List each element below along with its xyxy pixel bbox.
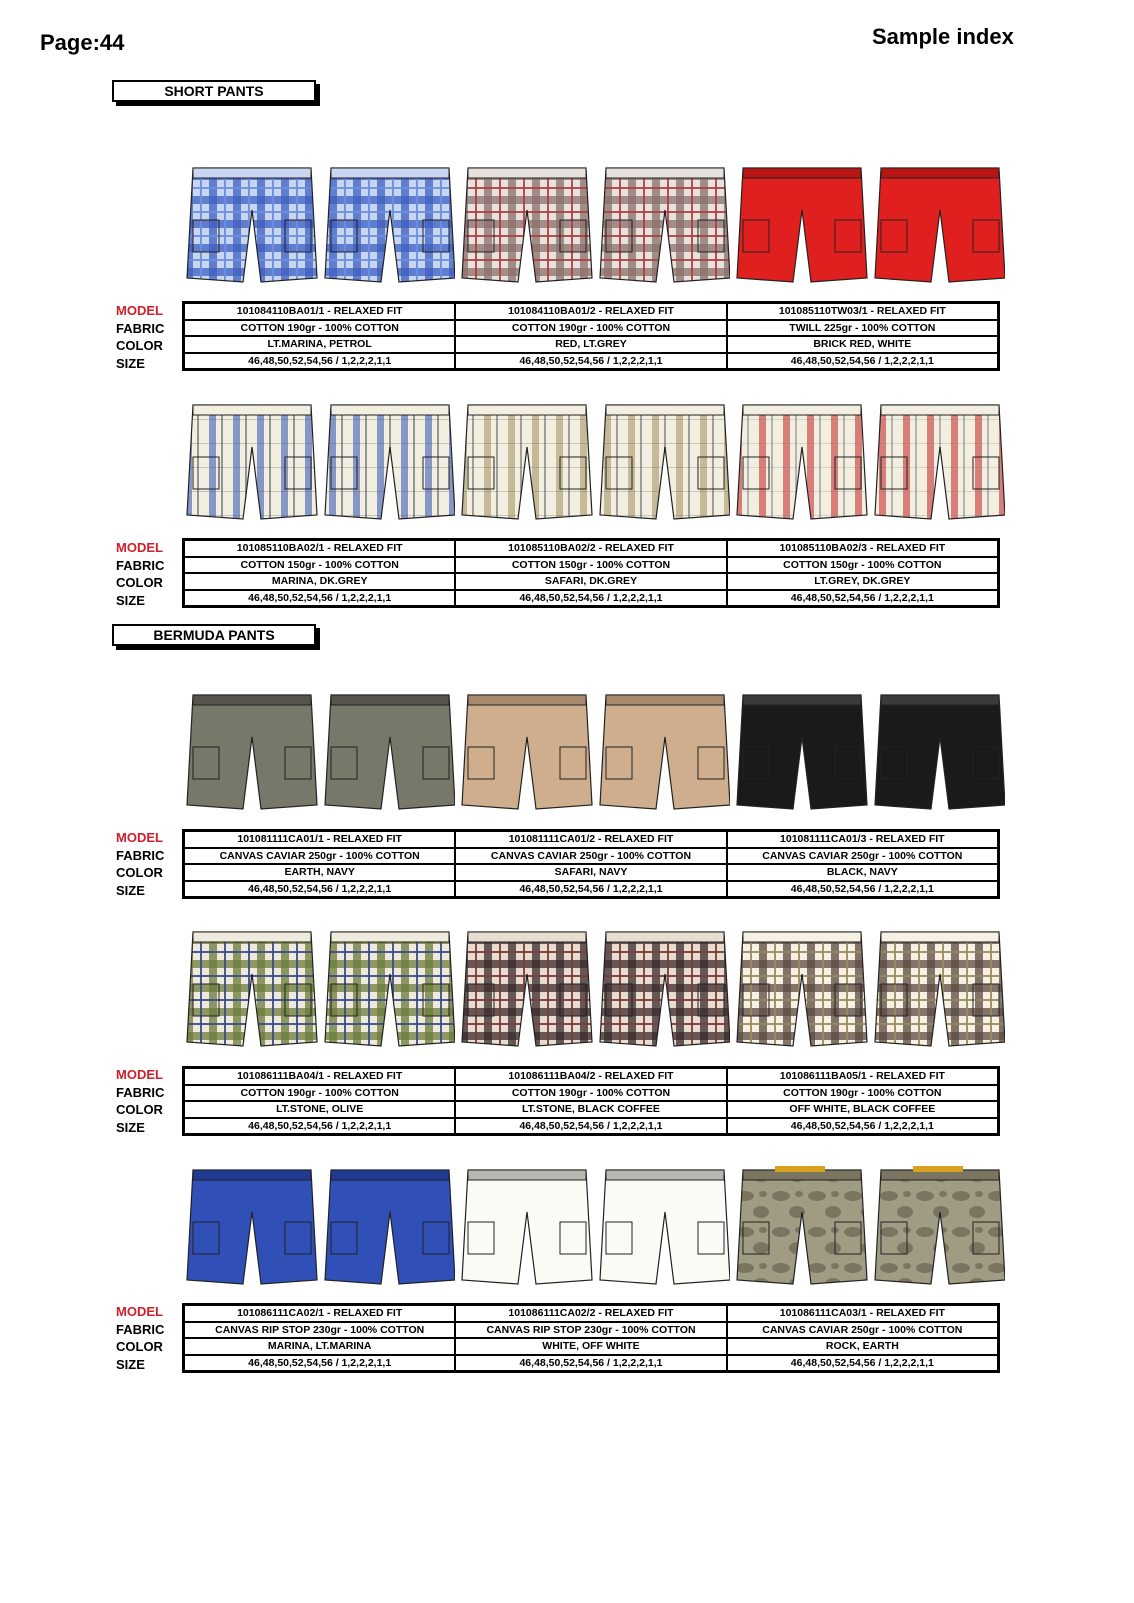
model-cell: 101085110TW03/1 - RELAXED FIT bbox=[778, 305, 946, 317]
garment-sketch bbox=[735, 1150, 1005, 1300]
section-title: BERMUDA PANTS bbox=[112, 624, 316, 646]
fabric-label: FABRIC bbox=[116, 847, 165, 863]
color-cell: MARINA, LT.MARINA bbox=[185, 1337, 454, 1354]
waistband bbox=[331, 932, 449, 942]
spec-table bbox=[182, 829, 1000, 899]
color-cell: BRICK RED, WHITE bbox=[728, 335, 997, 352]
waistband bbox=[606, 1170, 724, 1180]
model-cell: 101086111CA02/1 - RELAXED FIT bbox=[237, 1307, 403, 1319]
waistband bbox=[331, 1170, 449, 1180]
fabric-label: FABRIC bbox=[116, 1321, 165, 1337]
size-cell: 46,48,50,52,54,56 / 1,2,2,2,1,1 bbox=[456, 352, 725, 369]
waistband bbox=[881, 405, 999, 415]
fabric-cell: COTTON 150gr - 100% COTTON bbox=[185, 556, 454, 573]
spec-labels bbox=[116, 1066, 180, 1136]
spec-table bbox=[182, 538, 1000, 608]
garment-sketch bbox=[185, 675, 455, 825]
fabric-label: FABRIC bbox=[116, 1084, 165, 1100]
size-cell: 46,48,50,52,54,56 / 1,2,2,2,1,1 bbox=[728, 352, 997, 369]
waistband bbox=[468, 695, 586, 705]
size-label: SIZE bbox=[116, 1356, 145, 1372]
fabric-cell: COTTON 190gr - 100% COTTON bbox=[728, 1084, 997, 1101]
shorts-front bbox=[187, 405, 317, 519]
color-cell: SAFARI, NAVY bbox=[456, 863, 725, 880]
spec-column bbox=[185, 1069, 454, 1133]
fabric-cell: CANVAS CAVIAR 250gr - 100% COTTON bbox=[185, 847, 454, 864]
spec-labels bbox=[116, 829, 180, 899]
spec-column bbox=[726, 541, 997, 605]
fabric-cell: COTTON 150gr - 100% COTTON bbox=[456, 556, 725, 573]
waistband bbox=[881, 695, 999, 705]
waistband bbox=[606, 932, 724, 942]
shorts-front bbox=[462, 932, 592, 1046]
shorts-back bbox=[600, 695, 730, 809]
garment-sketch bbox=[460, 912, 730, 1062]
spec-table bbox=[182, 301, 1000, 371]
size-cell: 46,48,50,52,54,56 / 1,2,2,2,1,1 bbox=[728, 880, 997, 897]
shorts-back bbox=[600, 405, 730, 519]
page-number: Page:44 bbox=[40, 30, 125, 55]
size-label: SIZE bbox=[116, 592, 145, 608]
color-cell: LT.STONE, BLACK COFFEE bbox=[456, 1100, 725, 1117]
spec-column bbox=[454, 304, 725, 368]
waistband bbox=[331, 695, 449, 705]
shorts-front bbox=[187, 168, 317, 282]
waistband bbox=[193, 168, 311, 178]
color-label: COLOR bbox=[116, 865, 163, 880]
waistband bbox=[606, 168, 724, 178]
garment-sketch bbox=[185, 912, 455, 1062]
waistband bbox=[743, 932, 861, 942]
fabric-label: FABRIC bbox=[116, 557, 165, 573]
waistband bbox=[193, 1170, 311, 1180]
spec-column bbox=[185, 541, 454, 605]
spec-table bbox=[182, 1303, 1000, 1373]
model-cell: 101081111CA01/3 - RELAXED FIT bbox=[780, 833, 945, 845]
color-label: COLOR bbox=[116, 338, 163, 353]
model-cell: 101086111BA04/1 - RELAXED FIT bbox=[237, 1070, 403, 1082]
model-label: MODEL bbox=[116, 1304, 163, 1319]
model-label: MODEL bbox=[116, 540, 163, 555]
fabric-cell: COTTON 190gr - 100% COTTON bbox=[185, 1084, 454, 1101]
spec-column bbox=[185, 304, 454, 368]
waistband bbox=[743, 168, 861, 178]
color-cell: LT.MARINA, PETROL bbox=[185, 335, 454, 352]
model-label: MODEL bbox=[116, 303, 163, 318]
shorts-front bbox=[737, 168, 867, 282]
spec-column bbox=[726, 832, 997, 896]
shorts-front bbox=[737, 932, 867, 1046]
garment-sketch bbox=[460, 675, 730, 825]
size-cell: 46,48,50,52,54,56 / 1,2,2,2,1,1 bbox=[185, 1354, 454, 1371]
size-label: SIZE bbox=[116, 1119, 145, 1135]
shorts-front bbox=[737, 1170, 867, 1284]
waistband bbox=[881, 932, 999, 942]
size-cell: 46,48,50,52,54,56 / 1,2,2,2,1,1 bbox=[456, 1354, 725, 1371]
model-cell: 101084110BA01/1 - RELAXED FIT bbox=[236, 305, 403, 317]
shorts-back bbox=[325, 932, 455, 1046]
color-label: COLOR bbox=[116, 1102, 163, 1117]
garment-row bbox=[185, 1150, 1005, 1300]
garment-row bbox=[185, 385, 1005, 535]
garment-sketch bbox=[460, 1150, 730, 1300]
color-label: COLOR bbox=[116, 575, 163, 590]
garment-sketch bbox=[185, 1150, 455, 1300]
spec-labels bbox=[116, 539, 180, 609]
model-label: MODEL bbox=[116, 1067, 163, 1082]
model-cell: 101086111BA05/1 - RELAXED FIT bbox=[779, 1070, 945, 1082]
waistband bbox=[881, 168, 999, 178]
model-cell: 101081111CA01/2 - RELAXED FIT bbox=[508, 833, 674, 845]
model-cell: 101081111CA01/1 - RELAXED FIT bbox=[237, 833, 402, 845]
waistband bbox=[331, 405, 449, 415]
color-cell: MARINA, DK.GREY bbox=[185, 572, 454, 589]
shorts-back bbox=[875, 695, 1005, 809]
size-cell: 46,48,50,52,54,56 / 1,2,2,2,1,1 bbox=[728, 1354, 997, 1371]
section-title: SHORT PANTS bbox=[112, 80, 316, 102]
color-cell: EARTH, NAVY bbox=[185, 863, 454, 880]
model-cell: 101086111BA04/2 - RELAXED FIT bbox=[508, 1070, 674, 1082]
fabric-cell: COTTON 190gr - 100% COTTON bbox=[456, 1084, 725, 1101]
garment-sketch bbox=[735, 912, 1005, 1062]
waistband bbox=[193, 405, 311, 415]
fabric-cell: COTTON 190gr - 100% COTTON bbox=[185, 319, 454, 336]
model-cell: 101085110BA02/3 - RELAXED FIT bbox=[779, 542, 946, 554]
shorts-back bbox=[325, 695, 455, 809]
garment-sketch bbox=[735, 148, 1005, 298]
color-cell: WHITE, OFF WHITE bbox=[456, 1337, 725, 1354]
size-cell: 46,48,50,52,54,56 / 1,2,2,2,1,1 bbox=[185, 1117, 454, 1134]
shorts-back bbox=[875, 932, 1005, 1046]
size-cell: 46,48,50,52,54,56 / 1,2,2,2,1,1 bbox=[185, 880, 454, 897]
garment-sketch bbox=[735, 675, 1005, 825]
color-label: COLOR bbox=[116, 1339, 163, 1354]
fabric-cell: TWILL 225gr - 100% COTTON bbox=[728, 319, 997, 336]
garment-row bbox=[185, 148, 1005, 298]
model-cell: 101085110BA02/1 - RELAXED FIT bbox=[236, 542, 403, 554]
shorts-back bbox=[600, 1170, 730, 1284]
shorts-front bbox=[737, 405, 867, 519]
waistband bbox=[468, 168, 586, 178]
spec-column bbox=[454, 1306, 725, 1370]
waistband bbox=[468, 1170, 586, 1180]
shorts-front bbox=[187, 695, 317, 809]
fabric-cell: CANVAS RIP STOP 230gr - 100% COTTON bbox=[185, 1321, 454, 1338]
waistband bbox=[606, 695, 724, 705]
size-cell: 46,48,50,52,54,56 / 1,2,2,2,1,1 bbox=[456, 880, 725, 897]
shorts-back bbox=[325, 405, 455, 519]
waistband-lining bbox=[775, 1166, 825, 1172]
model-cell: 101086111CA03/1 - RELAXED FIT bbox=[779, 1307, 945, 1319]
model-label: MODEL bbox=[116, 830, 163, 845]
model-cell: 101084110BA01/2 - RELAXED FIT bbox=[508, 305, 674, 317]
fabric-cell: CANVAS CAVIAR 250gr - 100% COTTON bbox=[456, 847, 725, 864]
shorts-back bbox=[325, 168, 455, 282]
shorts-front bbox=[187, 1170, 317, 1284]
shorts-front bbox=[462, 405, 592, 519]
spec-column bbox=[726, 1306, 997, 1370]
waistband bbox=[193, 695, 311, 705]
shorts-back bbox=[875, 1170, 1005, 1284]
fabric-cell: COTTON 150gr - 100% COTTON bbox=[728, 556, 997, 573]
size-cell: 46,48,50,52,54,56 / 1,2,2,2,1,1 bbox=[728, 1117, 997, 1134]
spec-column bbox=[454, 541, 725, 605]
garment-row bbox=[185, 675, 1005, 825]
model-cell: 101085110BA02/2 - RELAXED FIT bbox=[508, 542, 674, 554]
waistband bbox=[743, 405, 861, 415]
fabric-cell: CANVAS RIP STOP 230gr - 100% COTTON bbox=[456, 1321, 725, 1338]
fabric-cell: COTTON 190gr - 100% COTTON bbox=[456, 319, 725, 336]
waistband-lining bbox=[913, 1166, 963, 1172]
size-cell: 46,48,50,52,54,56 / 1,2,2,2,1,1 bbox=[185, 589, 454, 606]
garment-sketch bbox=[460, 148, 730, 298]
spec-column bbox=[726, 1069, 997, 1133]
size-label: SIZE bbox=[116, 882, 145, 898]
waistband bbox=[606, 405, 724, 415]
shorts-back bbox=[325, 1170, 455, 1284]
size-cell: 46,48,50,52,54,56 / 1,2,2,2,1,1 bbox=[728, 589, 997, 606]
spec-column bbox=[454, 832, 725, 896]
waistband bbox=[743, 695, 861, 705]
spec-labels bbox=[116, 302, 180, 372]
spec-labels bbox=[116, 1303, 180, 1373]
shorts-back bbox=[875, 405, 1005, 519]
shorts-back bbox=[600, 168, 730, 282]
color-cell: LT.GREY, DK.GREY bbox=[728, 572, 997, 589]
waistband bbox=[331, 168, 449, 178]
model-cell: 101086111CA02/2 - RELAXED FIT bbox=[508, 1307, 674, 1319]
waistband bbox=[468, 405, 586, 415]
shorts-front bbox=[462, 1170, 592, 1284]
color-cell: ROCK, EARTH bbox=[728, 1337, 997, 1354]
size-cell: 46,48,50,52,54,56 / 1,2,2,2,1,1 bbox=[456, 1117, 725, 1134]
fabric-label: FABRIC bbox=[116, 320, 165, 336]
size-cell: 46,48,50,52,54,56 / 1,2,2,2,1,1 bbox=[185, 352, 454, 369]
shorts-front bbox=[737, 695, 867, 809]
spec-column bbox=[454, 1069, 725, 1133]
garment-row bbox=[185, 912, 1005, 1062]
page-title: Sample index bbox=[872, 24, 1014, 49]
garment-sketch bbox=[185, 385, 455, 535]
garment-sketch bbox=[735, 385, 1005, 535]
garment-sketch bbox=[460, 385, 730, 535]
spec-column bbox=[726, 304, 997, 368]
size-cell: 46,48,50,52,54,56 / 1,2,2,2,1,1 bbox=[456, 589, 725, 606]
shorts-front bbox=[462, 168, 592, 282]
shorts-front bbox=[187, 932, 317, 1046]
size-label: SIZE bbox=[116, 355, 145, 371]
waistband bbox=[193, 932, 311, 942]
shorts-back bbox=[600, 932, 730, 1046]
shorts-back bbox=[875, 168, 1005, 282]
color-cell: RED, LT.GREY bbox=[456, 335, 725, 352]
color-cell: LT.STONE, OLIVE bbox=[185, 1100, 454, 1117]
shorts-front bbox=[462, 695, 592, 809]
color-cell: SAFARI, DK.GREY bbox=[456, 572, 725, 589]
color-cell: BLACK, NAVY bbox=[728, 863, 997, 880]
spec-table bbox=[182, 1066, 1000, 1136]
color-cell: OFF WHITE, BLACK COFFEE bbox=[728, 1100, 997, 1117]
spec-column bbox=[185, 832, 454, 896]
garment-sketch bbox=[185, 148, 455, 298]
fabric-cell: CANVAS CAVIAR 250gr - 100% COTTON bbox=[728, 1321, 997, 1338]
waistband bbox=[468, 932, 586, 942]
fabric-cell: CANVAS CAVIAR 250gr - 100% COTTON bbox=[728, 847, 997, 864]
spec-column bbox=[185, 1306, 454, 1370]
